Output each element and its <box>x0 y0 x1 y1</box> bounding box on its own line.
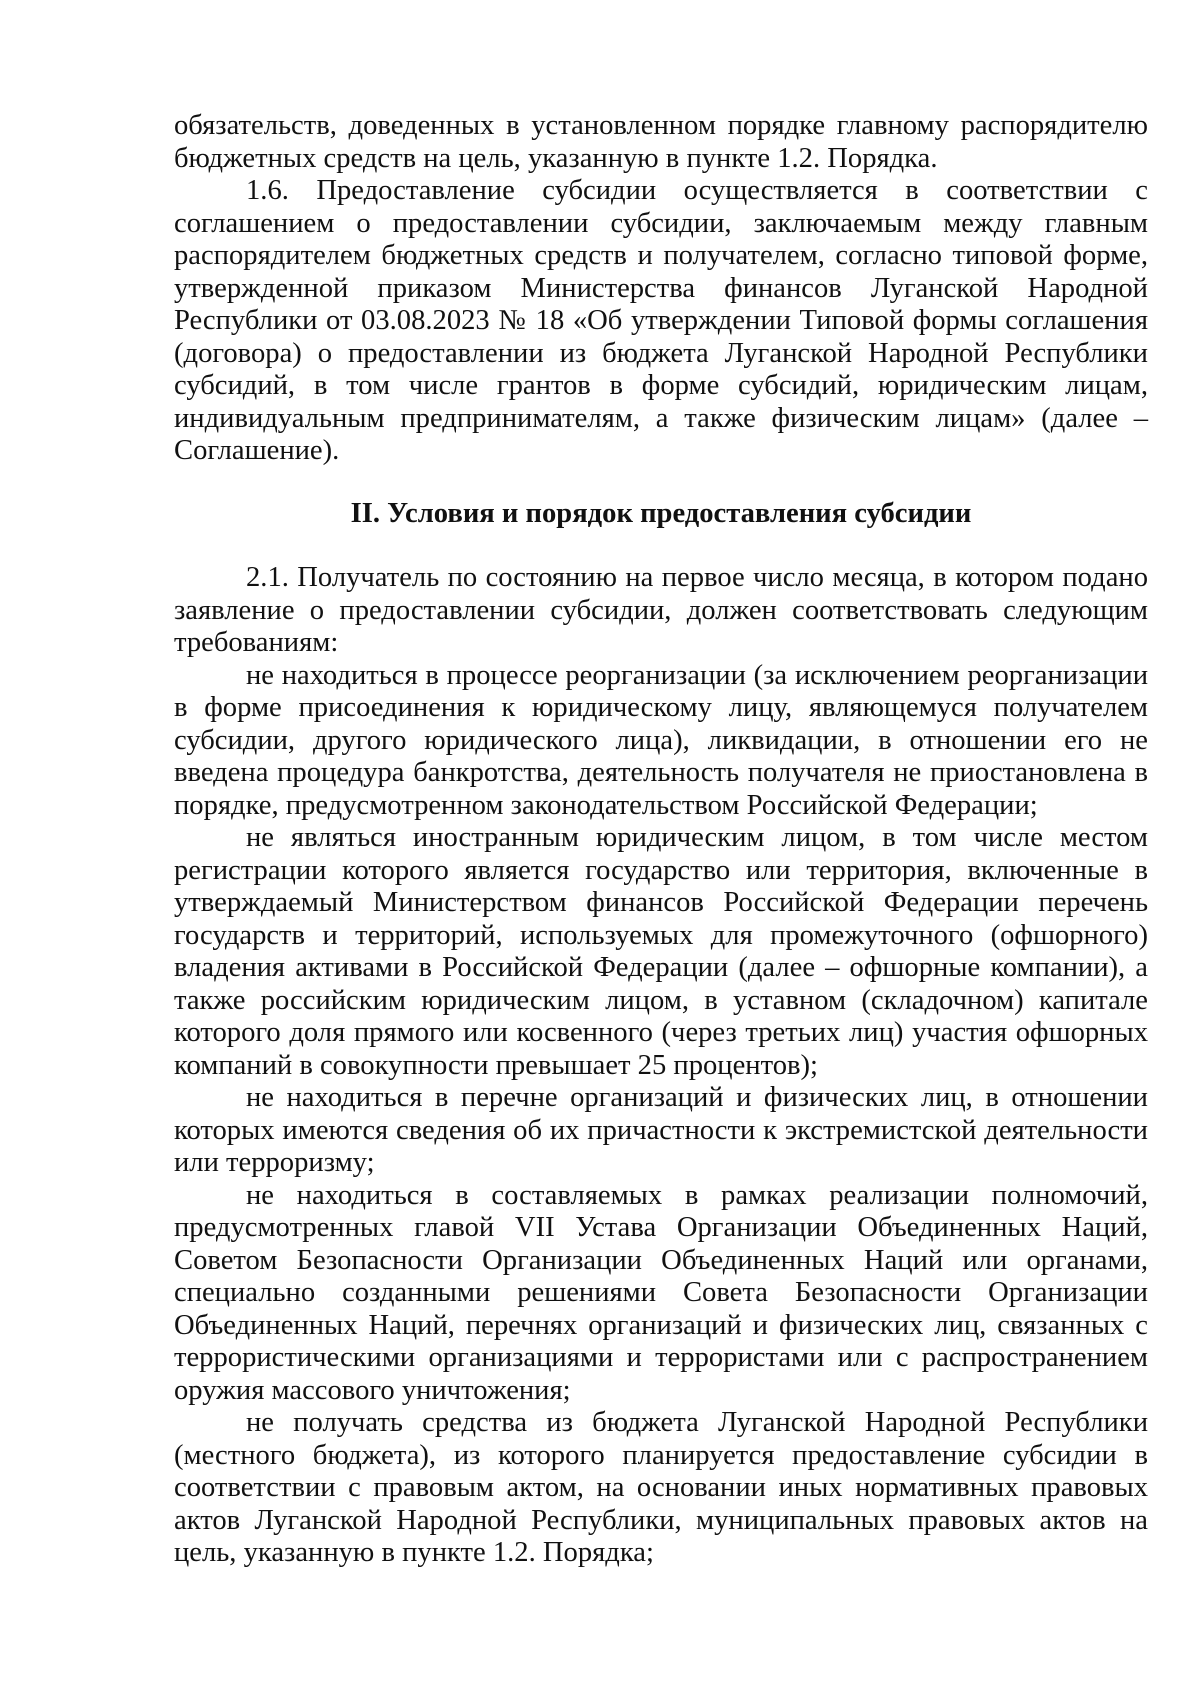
section-heading: II. Условия и порядок предоставления субсидии <box>350 497 972 529</box>
requirement-extremism-list: не находиться в перечне организаций и физических лиц, в отношении которых имеются сведения об их причастности к экстремистской деятельности или терроризму; <box>174 1082 1148 1178</box>
paragraph-1-6: 1.6. Предоставление субсидии осуществляется в соответствии с соглашением о предоставлении субсидии, заключаемым между главным распорядителем бюджетных средств и получателем, согласно типовой форме, утвержденной приказом Министерства финансов Луганской Народной Республики от 03.08.2023 № 18 «Об утверждении Типовой формы соглашения (договора) о предоставлении из бюджета Луганской Народной Республики субсидий, в том числе грантов в форме субсидий, юридическим лицам, индивидуальным предпринимателям, а также физическим лицам» (далее – Соглашение). <box>174 175 1148 466</box>
requirement-foreign-entity: не являться иностранным юридическим лицом, в том числе местом регистрации которого является государство или территория, включенные в утверждаемый Министерством финансов Российской Федерации перечень государств и территорий, используемых для промежуточного (офшорного) владения активами в Российской Федерации (далее – офшорные компании), а также российским юридическим лицом, в уставном (складочном) капитале которого доля прямого или косвенного (через третьих лиц) участия офшорных компаний в совокупности превышает 25 процентов); <box>174 822 1148 1081</box>
requirement-reorganization: не находиться в процессе реорганизации (за исключением реорганизации в форме присоединения к юридическому лицу, являющемуся получателем субсидии, другого юридического лица), ликвидации, в отношении его не введена процедура банкротства, деятельность получателя не приостановлена в порядке, предусмотренном законодательством Российской Федерации; <box>174 659 1148 821</box>
requirement-un-lists: не находиться в составляемых в рамках реализации полномочий, предусмотренных главой VII Устава Организации Объединенных Наций, Советом Безопасности Организации Объединенных Наций или органами, специально созданными решениями Совета Безопасности Организации Объединенных Наций, перечнях организаций и физических лиц, связанных с террористическими организациями и террористами или с распространением оружия массового уничтожения; <box>174 1179 1148 1406</box>
paragraph-continuation: обязательств, доведенных в установленном порядке главному распорядителю бюджетных средств на цель, указанную в пункте 1.2. Порядка. <box>174 110 1148 174</box>
requirement-budget-funds: не получать средства из бюджета Луганской Народной Республики (местного бюджета), из которого планируется предоставление субсидии в соответствии с правовым актом, на основании иных нормативных правовых актов Луганской Народной Республики, муниципальных правовых актов на цель, указанную в пункте 1.2. Порядка; <box>174 1407 1148 1568</box>
paragraph-2-1: 2.1. Получатель по состоянию на первое число месяца, в котором подано заявление о предоставлении субсидии, должен соответствовать следующим требованиям: <box>174 562 1148 658</box>
